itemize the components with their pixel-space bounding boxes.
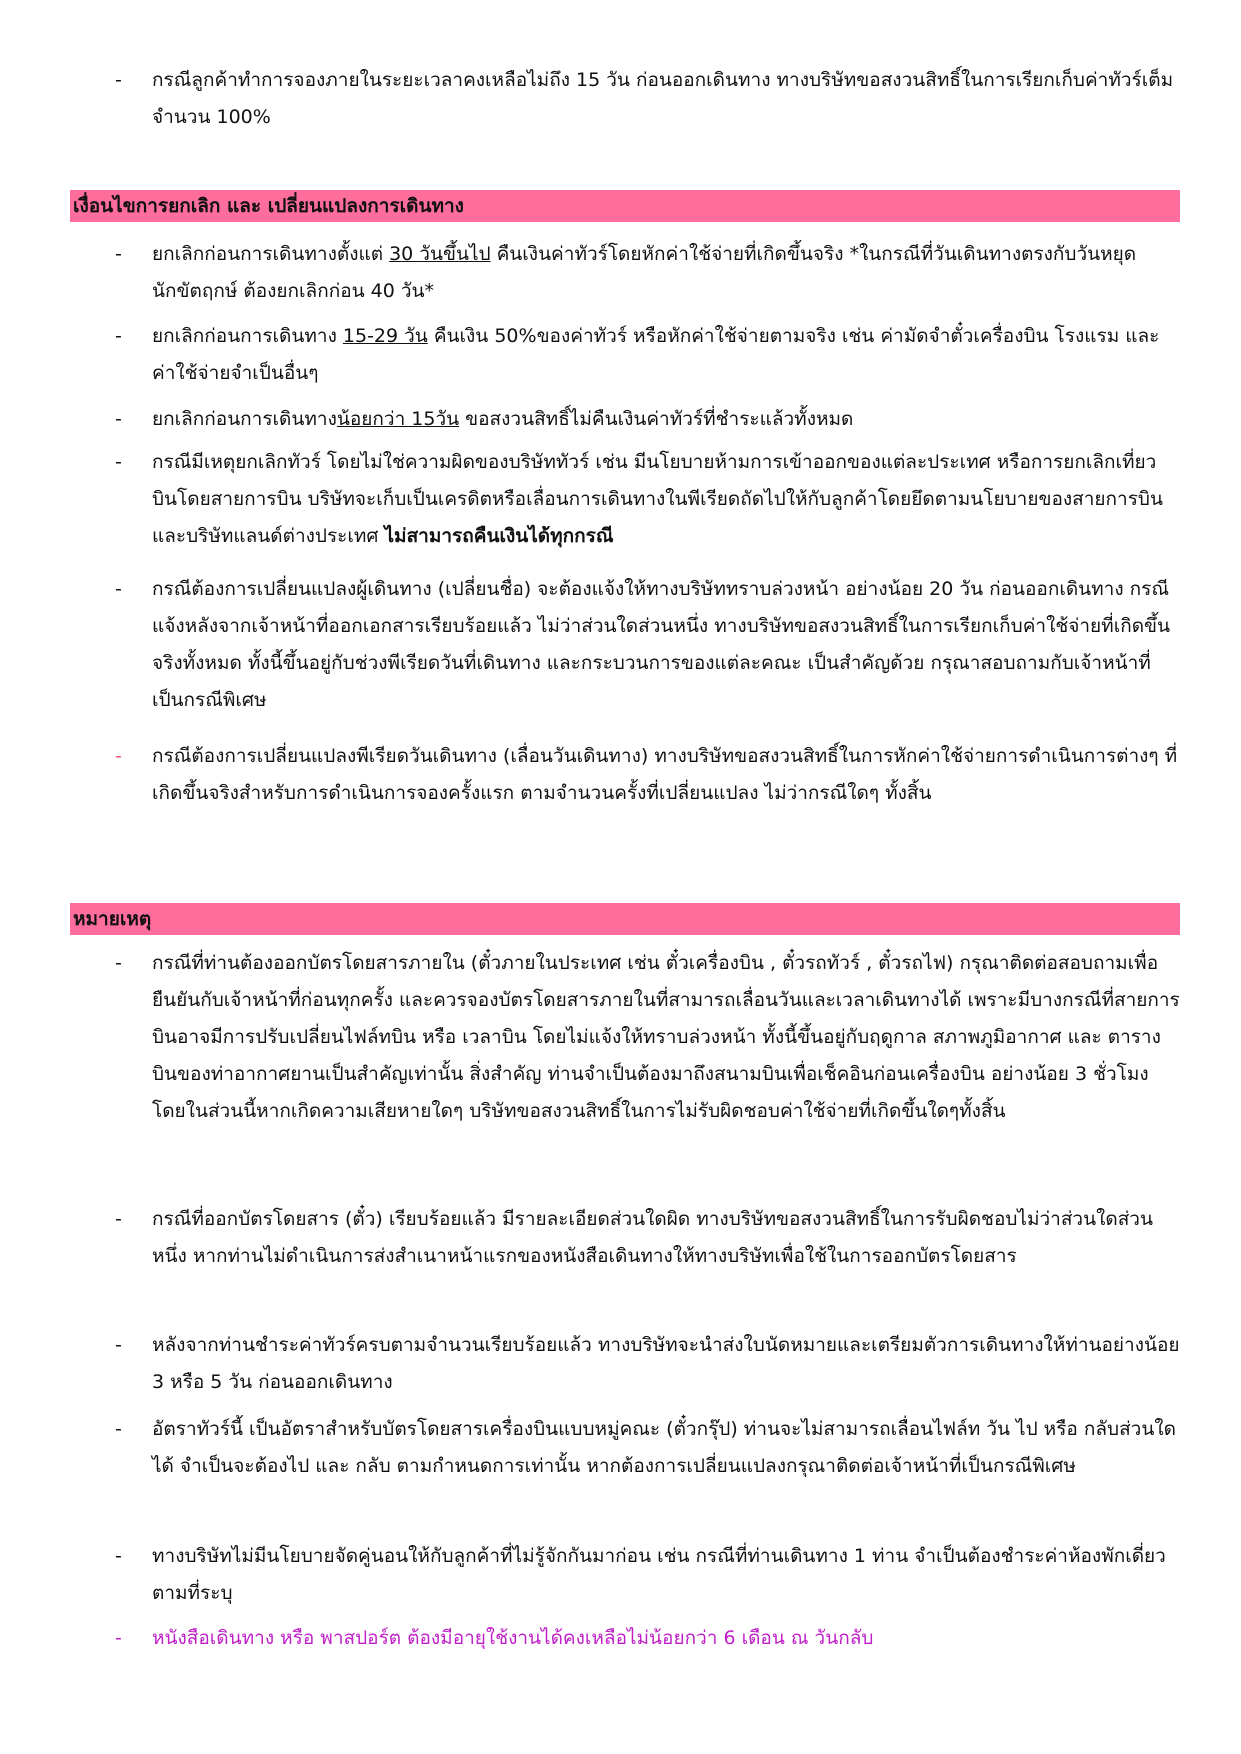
bullet-dash: -: [115, 69, 122, 91]
underlined-text: 15-29 วัน: [342, 325, 428, 347]
section-title: เงื่อนไขการยกเลิก และ เปลี่ยนแปลงการเดินทาง: [73, 195, 464, 217]
list-item-text: หนังสือเดินทาง หรือ พาสปอร์ต ต้องมีอายุใช้งานได้คงเหลือไม่น้อยกว่า 6 เดือน ณ วันกลับ: [152, 1627, 874, 1649]
list-item-text: ยกเลิกก่อนการเดินทางน้อยกว่า 15วัน ขอสงวนสิทธิ์ไม่คืนเงินค่าทัวร์ที่ชำระแล้วทั้งหมด: [152, 408, 854, 430]
bullet-dash: -: [115, 578, 122, 600]
bullet-dash: -: [115, 745, 122, 767]
list-item: [115, 1411, 1180, 1485]
bullet-dash: -: [115, 1545, 122, 1567]
list-item: [115, 318, 1180, 392]
list-item-text: ยกเลิกก่อนการเดินทาง 15-29 วัน คืนเงิน 50%ของค่าทัวร์ หรือหักค่าใช้จ่ายตามจริง เช่น ค่ามัดจำตั๋วเครื่องบิน โรงแรม และค่าใช้จ่ายจำเป็นอื่นๆ: [152, 325, 1160, 384]
list-item-text: กรณีที่ออกบัตรโดยสาร (ตั๋ว) เรียบร้อยแล้ว มีรายละเอียดส่วนใดผิด ทางบริษัทขอสงวนสิทธิ์ในการรับผิดชอบไม่ว่าส่วนใดส่วนหนึ่ง หากท่านไม่ดำเนินการส่งสำเนาหน้าแรกของหนังสือเดินทางให้ทางบริษัทเพื่อใช้ในการออกบัตรโดยสาร: [152, 1208, 1153, 1267]
list-item-text: หลังจากท่านชำระค่าทัวร์ครบตามจำนวนเรียบร้อยแล้ว ทางบริษัทจะนำส่งใบนัดหมายและเตรียมตัวการเดินทางให้ท่านอย่างน้อย 3 หรือ 5 วัน ก่อนออกเดินทาง: [152, 1334, 1180, 1393]
section-title: หมายเหตุ: [73, 908, 152, 930]
bullet-dash: -: [115, 325, 122, 347]
list-item: [115, 945, 1180, 1130]
underlined-text: น้อยกว่า 15วัน: [336, 408, 460, 430]
list-item: [115, 1538, 1180, 1612]
list-item: [115, 1327, 1180, 1401]
bullet-dash: -: [115, 408, 122, 430]
intro-item: [115, 62, 1180, 136]
bullet-dash: -: [115, 1627, 122, 1649]
bullet-dash: -: [115, 1418, 122, 1440]
list-item: [115, 401, 1180, 438]
section-header-cancellation: [70, 190, 1180, 222]
list-item-text: กรณีมีเหตุยกเลิกทัวร์ โดยไม่ใช่ความผิดของบริษัททัวร์ เช่น มีนโยบายห้ามการเข้าออกของแต่ละประเทศ หรือการยกเลิกเที่ยวบินโดยสายการบิน บริษัทจะเก็บเป็นเครดิตหรือเลื่อนการเดินทางในพีเรียดถัดไปให้กับลูกค้าโดยยึดตามนโยบายของสายการบินและบริษัทแลนด์ต่างประเทศ ไม่สามารถคืนเงินได้ทุกกรณี: [152, 451, 1163, 547]
list-item-text: ยกเลิกก่อนการเดินทางตั้งแต่ 30 วันขึ้นไป คืนเงินค่าทัวร์โดยหักค่าใช้จ่ายที่เกิดขึ้นจริง *ในกรณีที่วันเดินทางตรงกับวันหยุดนักขัตฤกษ์ ต้องยกเลิกก่อน 40 วัน*: [152, 243, 1137, 302]
bullet-dash: -: [115, 451, 122, 473]
list-item: [115, 236, 1180, 310]
bullet-dash: -: [115, 952, 122, 974]
list-item-text: กรณีต้องการเปลี่ยนแปลงพีเรียดวันเดินทาง (เลื่อนวันเดินทาง) ทางบริษัทขอสงวนสิทธิ์ในการหักค่าใช้จ่ายการดำเนินการต่างๆ ที่เกิดขึ้นจริงสำหรับการดำเนินการจองครั้งแรก ตามจำนวนครั้งที่เปลี่ยนแปลง ไม่ว่ากรณีใดๆ ทั้งสิ้น: [152, 745, 1178, 804]
list-item-text: อัตราทัวร์นี้ เป็นอัตราสำหรับบัตรโดยสารเครื่องบินแบบหมู่คณะ (ตั๋วกรุ๊ป) ท่านจะไม่สามารถเลื่อนไฟล์ท วัน ไป หรือ กลับส่วนใดได้ จำเป็นจะต้องไป และ กลับ ตามกำหนดการเท่านั้น หากต้องการเปลี่ยนแปลงกรุณาติดต่อเจ้าหน้าที่เป็นกรณีพิเศษ: [152, 1418, 1176, 1477]
bullet-dash: -: [115, 243, 122, 265]
list-item: [115, 738, 1180, 812]
list-item-text: ทางบริษัทไม่มีนโยบายจัดคู่นอนให้กับลูกค้าที่ไม่รู้จักกันมาก่อน เช่น กรณีที่ท่านเดินทาง 1 ท่าน จำเป็นต้องชำระค่าห้องพักเดี่ยวตามที่ระบุ: [152, 1545, 1166, 1604]
section-header-remarks: [70, 903, 1180, 935]
list-item-text: กรณีต้องการเปลี่ยนแปลงผู้เดินทาง (เปลี่ยนชื่อ) จะต้องแจ้งให้ทางบริษัททราบล่วงหน้า อย่างน้อย 20 วัน ก่อนออกเดินทาง กรณีแจ้งหลังจากเจ้าหน้าที่ออกเอกสารเรียบร้อยแล้ว ไม่ว่าส่วนใดส่วนหนึ่ง ทางบริษัทขอสงวนสิทธิ์ในการเรียกเก็บค่าใช้จ่ายที่เกิดขึ้นจริงทั้งหมด ทั้งนี้ขึ้นอยู่กับช่วงพีเรียดวันที่เดินทาง และกระบวนการของแต่ละคณะ เป็นสำคัญด้วย กรุณาสอบถามกับเจ้าหน้าที่เป็นกรณีพิเศษ: [152, 578, 1171, 711]
bullet-dash: -: [115, 1208, 122, 1230]
intro-text: กรณีลูกค้าทำการจองภายในระยะเวลาคงเหลือไม่ถึง 15 วัน ก่อนออกเดินทาง ทางบริษัทขอสงวนสิทธิ์ในการเรียกเก็บค่าทัวร์เต็มจำนวน 100%: [152, 69, 1174, 128]
list-item: [115, 444, 1180, 555]
list-item-highlight: [115, 1620, 1180, 1657]
bold-text: ไม่สามารถคืนเงินได้ทุกกรณี: [384, 525, 614, 547]
list-item-text: กรณีที่ท่านต้องออกบัตรโดยสารภายใน (ตั๋วภายในประเทศ เช่น ตั๋วเครื่องบิน , ตั๋วรถทัวร์ , ตั๋วรถไฟ) กรุณาติดต่อสอบถามเพื่อยืนยันกับเจ้าหน้าที่ก่อนทุกครั้ง และควรจองบัตรโดยสารภายในที่สามารถเลื่อนวันและเวลาเดินทางได้ เพราะมีบางกรณีที่สายการบินอาจมีการปรับเปลี่ยนไฟล์ทบิน หรือ เวลาบิน โดยไม่แจ้งให้ทราบล่วงหน้า ทั้งนี้ขึ้นอยู่กับฤดูกาล สภาพภูมิอากาศ และ ตารางบินของท่าอากาศยานเป็นสำคัญเท่านั้น สิ่งสำคัญ ท่านจำเป็นต้องมาถึงสนามบินเพื่อเช็คอินก่อนเครื่องบิน อย่างน้อย 3 ชั่วโมง โดยในส่วนนี้หากเกิดความเสียหายใดๆ บริษัทขอสงวนสิทธิ์ในการไม่รับผิดชอบค่าใช้จ่ายที่เกิดขึ้นใดๆทั้งสิ้น: [152, 952, 1180, 1122]
bullet-dash: -: [115, 1334, 122, 1356]
list-item: [115, 1201, 1180, 1275]
list-item: [115, 571, 1180, 719]
underlined-text: 30 วันขึ้นไป: [389, 243, 491, 265]
